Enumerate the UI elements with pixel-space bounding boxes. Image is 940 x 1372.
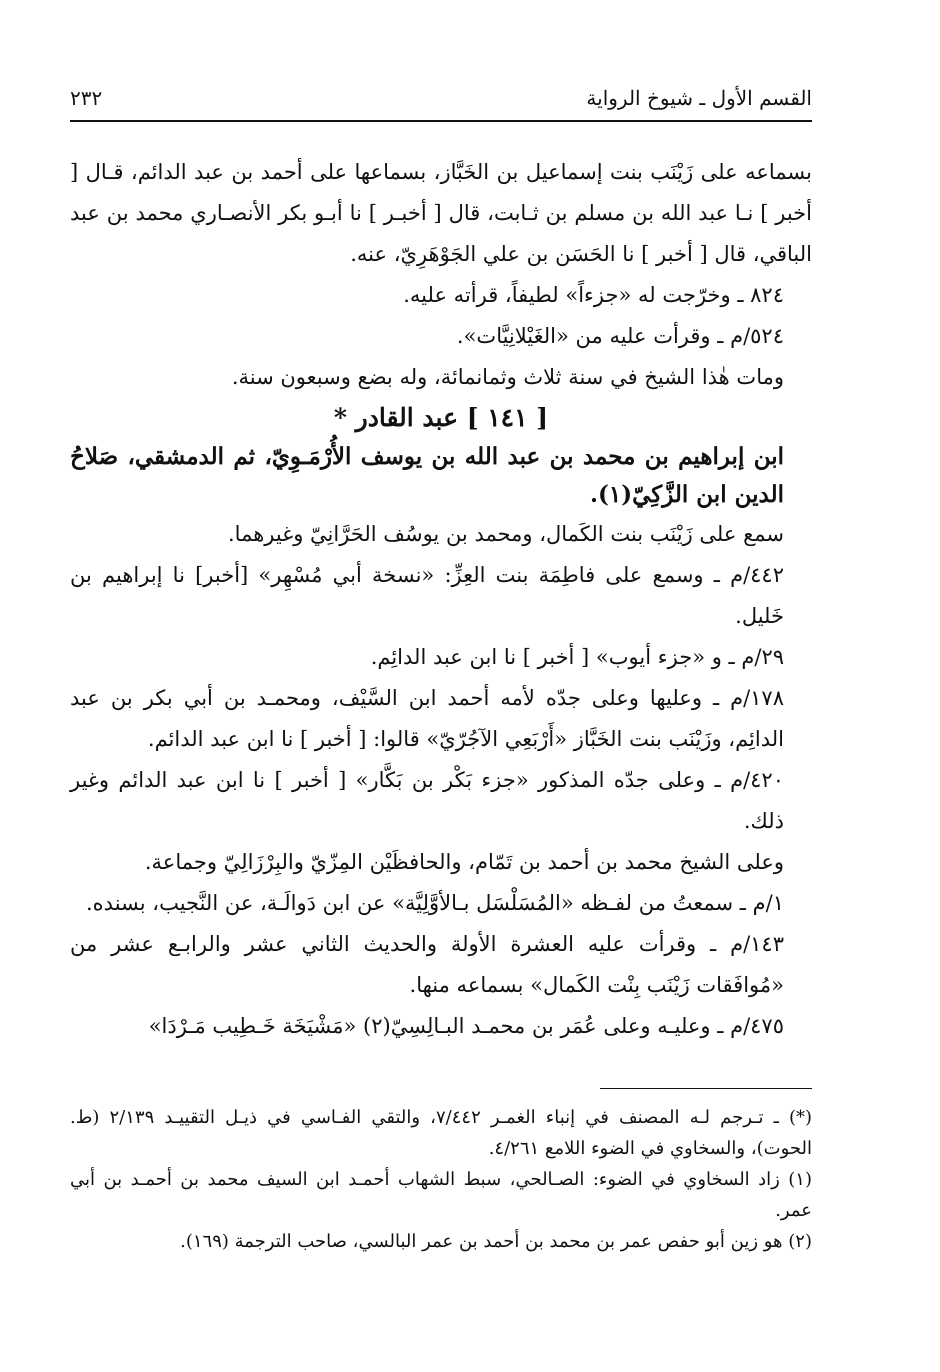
paragraph: ١٧٨/م ـ وعليها وعلى جدّه لأمه أحمد ابن السَّيْف، ومحمـد بن أبي بكر بن عبد الدائِم، وزَيْنَب بنت الخَبَّاز «أَرْبَعِي الآجُرّيّ» قالوا: [ أخبر ] نا ابن عبد الدائم. — [70, 686, 784, 751]
footnotes — [70, 1102, 812, 1257]
footnote-rule — [600, 1088, 812, 1089]
paragraph: ٢٩/م ـ و «جزء أيوب» [ أخبر ] نا ابن عبد الدائِم. — [370, 645, 784, 669]
page-number: ٢٣٢ — [70, 86, 103, 110]
paragraph: ٥٢٤/م ـ وقرأت عليه من «الغَيْلانِيَّات». — [456, 324, 784, 348]
header-rule — [70, 120, 812, 122]
running-header — [70, 82, 812, 118]
paragraph: ٨٢٤ ـ وخرّجت له «جزءاً» لطيفاً، قرأته عليه. — [403, 283, 784, 307]
main-text — [70, 152, 812, 1047]
footnote: (*) ـ تـرجم لـه المصنف في إنباء الغمـر ٧/٤٤٢، والتقي الفـاسي في ذيـل التقييـد ٢/١٣٩ (ط. الحوت)، والسخاوي في الضوء اللامع ٤/٢٦١. — [70, 1107, 812, 1159]
entry-heading: [ ١٤١ ] عبد القادر * — [333, 403, 549, 432]
paragraph: بسماعه على زَيْنَب بنت إسماعيل بن الخَبَّاز، بسماعها على أحمد بن عبد الدائم، قـال [ أخبر ] نـا عبد الله بن مسلم بن ثـابت، قال [ أخبـر ] نا أبـو بكر الأنصـاري محمد بن عبد الباقي، قال [ أخبر ] نا الحَسَن بن علي الجَوْهَرِيّ، عنه. — [70, 160, 812, 266]
paragraph: وعلى الشيخ محمد بن أحمد بن تَمّام، والحافظَيْن المِزّيّ والبِرْزَالِيّ وجماعة. — [144, 850, 784, 874]
paragraph: ٤٧٥/م ـ وعليـه وعلى عُمَر بن محمـد البـالِسِيّ(٢) «مَشْيَخَة خَـطِيب مَـرْدَا» — [148, 1014, 784, 1038]
paragraph: ٤٢٠/م ـ وعلى جدّه المذكور «جزء بَكْر بن بَكَّار» [ أخبر ] نا ابن عبد الدائم وغير ذلك. — [70, 768, 784, 833]
paragraph: ١٤٣/م ـ وقرأت عليه العشرة الأولة والحديث الثاني عشر والرابـع عشر من «مُوافَقات زَيْنَب بِنْت الكَمال» بسماعه منها. — [70, 932, 784, 997]
footnote: (١) زاد السخاوي في الضوء: الصـالحي، سبط الشهاب أحمـد ابن السيف محمد بن أحمـد بن أبي عمر. — [70, 1169, 812, 1221]
section-title: القسم الأول ـ شيوخ الرواية — [586, 86, 812, 110]
paragraph: ١/م ـ سمعتُ من لفـظه «المُسَلْسَل بـالأوَّلِيَّة» عن ابن دَوالَـة، عن النَّجيب، بسنده. — [86, 891, 784, 915]
footnote: (٢) هو زين أبو حفص عمر بن محمد بن أحمد بن عمر البالسي، صاحب الترجمة (١٦٩). — [180, 1231, 812, 1252]
entry-name: ابن إبراهيم بن محمد بن عبد الله بن يوسف الأُرْمَـوِيّ، ثم الدمشقي، صَلاحُ الدين ابن الزَّكِيّ(١). — [70, 443, 784, 508]
paragraph: ٤٤٢/م ـ وسمع على فاطِمَة بنت العِزِّ: «نسخة أبي مُسْهِر» [أخبر] نا إبراهيم بن خَليل. — [70, 563, 784, 628]
paragraph: ومات هٰذا الشيخ في سنة ثلاث وثمانمائة، وله بضع وسبعون سنة. — [231, 365, 784, 389]
paragraph: سمع على زَيْنَب بنت الكَمال، ومحمد بن يوسُف الحَرَّانِيّ وغيرهما. — [228, 522, 784, 546]
